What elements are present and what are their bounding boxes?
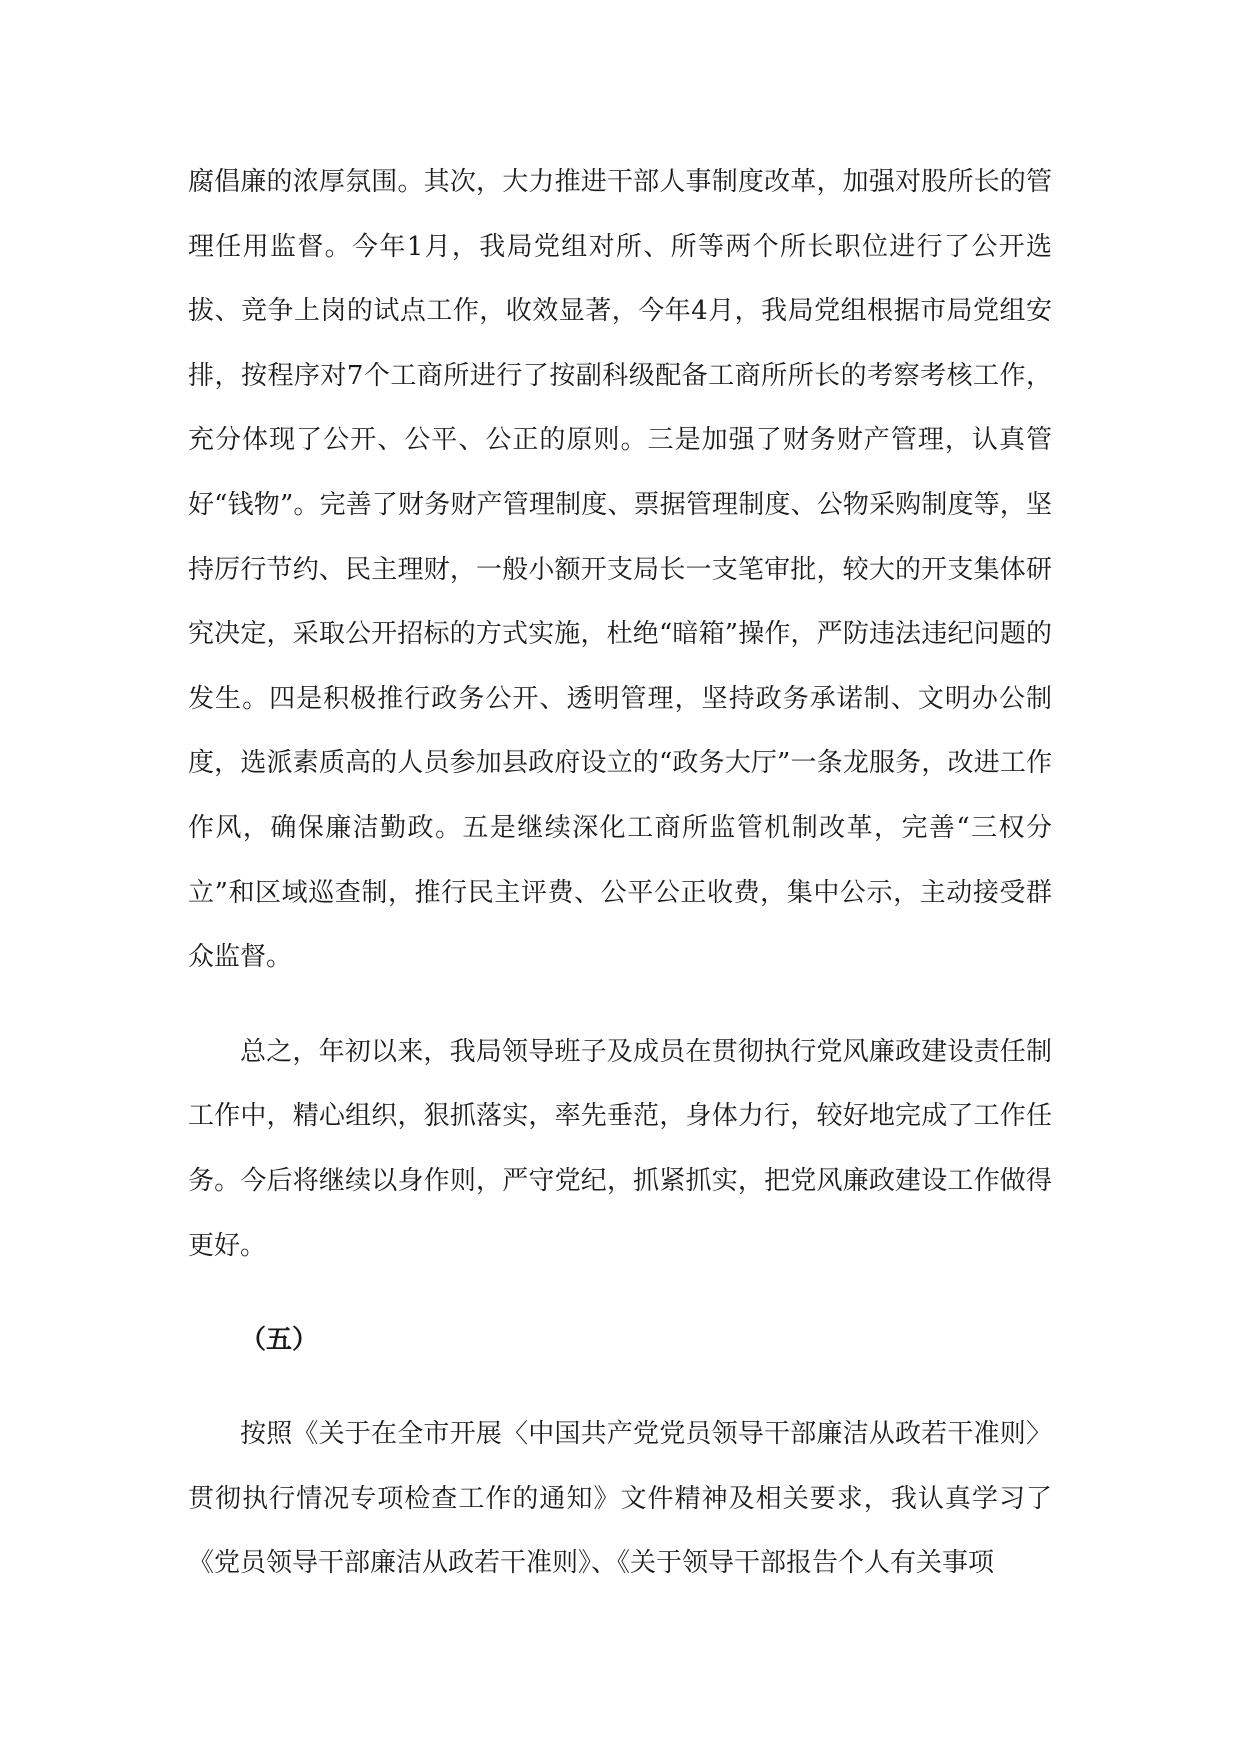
section-heading: （五） bbox=[240, 1325, 319, 1356]
paragraph-continued: 腐倡廉的浓厚氛围。其次，大力推进干部人事制度改革，加强对股所长的管理任用监督。今年1月，我局党组对所、所等两个所长职位进行了公开选拔、竞争上岗的试点工作，收效显著，今年4月，我局党组根据市局党组安排，按程序对7个工商所进行了按副科级配备工商所所长的考察考核工作，充分体现了公开、公平、公正的原则。三是加强了财务财产管理，认真管好“钱物”。完善了财务财产管理制度、票据管理制度、公物采购制度等，坚持厉行节约、民主理财，一般小额开支局长一支笔审批，较大的开支集体研究决定，采取公开招标的方式实施，杜绝“暗箱”操作，严防违法违纪问题的发生。四是积极推行政务公开、透明管理，坚持政务承诺制、文明办公制度，选派素质高的人员参加县政府设立的“政务大厅”一条龙服务，改进工作作风，确保廉洁勤政。五是继续深化工商所监管机制改革，完善“三权分立”和区域巡查制，推行民主评费、公平公正收费，集中公示，主动接受群众监督。 bbox=[188, 167, 1052, 973]
paragraph-section-five: 按照《关于在全市开展〈中国共产党党员领导干部廉洁从政若干准则〉贯彻执行情况专项检查工作的通知》文件精神及相关要求，我认真学习了《党员领导干部廉洁从政若干准则》、《关于领导干部报告个人有关事项 bbox=[188, 1419, 1052, 1579]
document-body bbox=[188, 150, 1052, 1596]
paragraph-summary: 总之，年初以来，我局领导班子及成员在贯彻执行党风廉政建设责任制工作中，精心组织，狠抓落实，率先垂范，身体力行，较好地完成了工作任务。今后将继续以身作则，严守党纪，抓紧抓实，把党风廉政建设工作做得更好。 bbox=[188, 1036, 1052, 1261]
